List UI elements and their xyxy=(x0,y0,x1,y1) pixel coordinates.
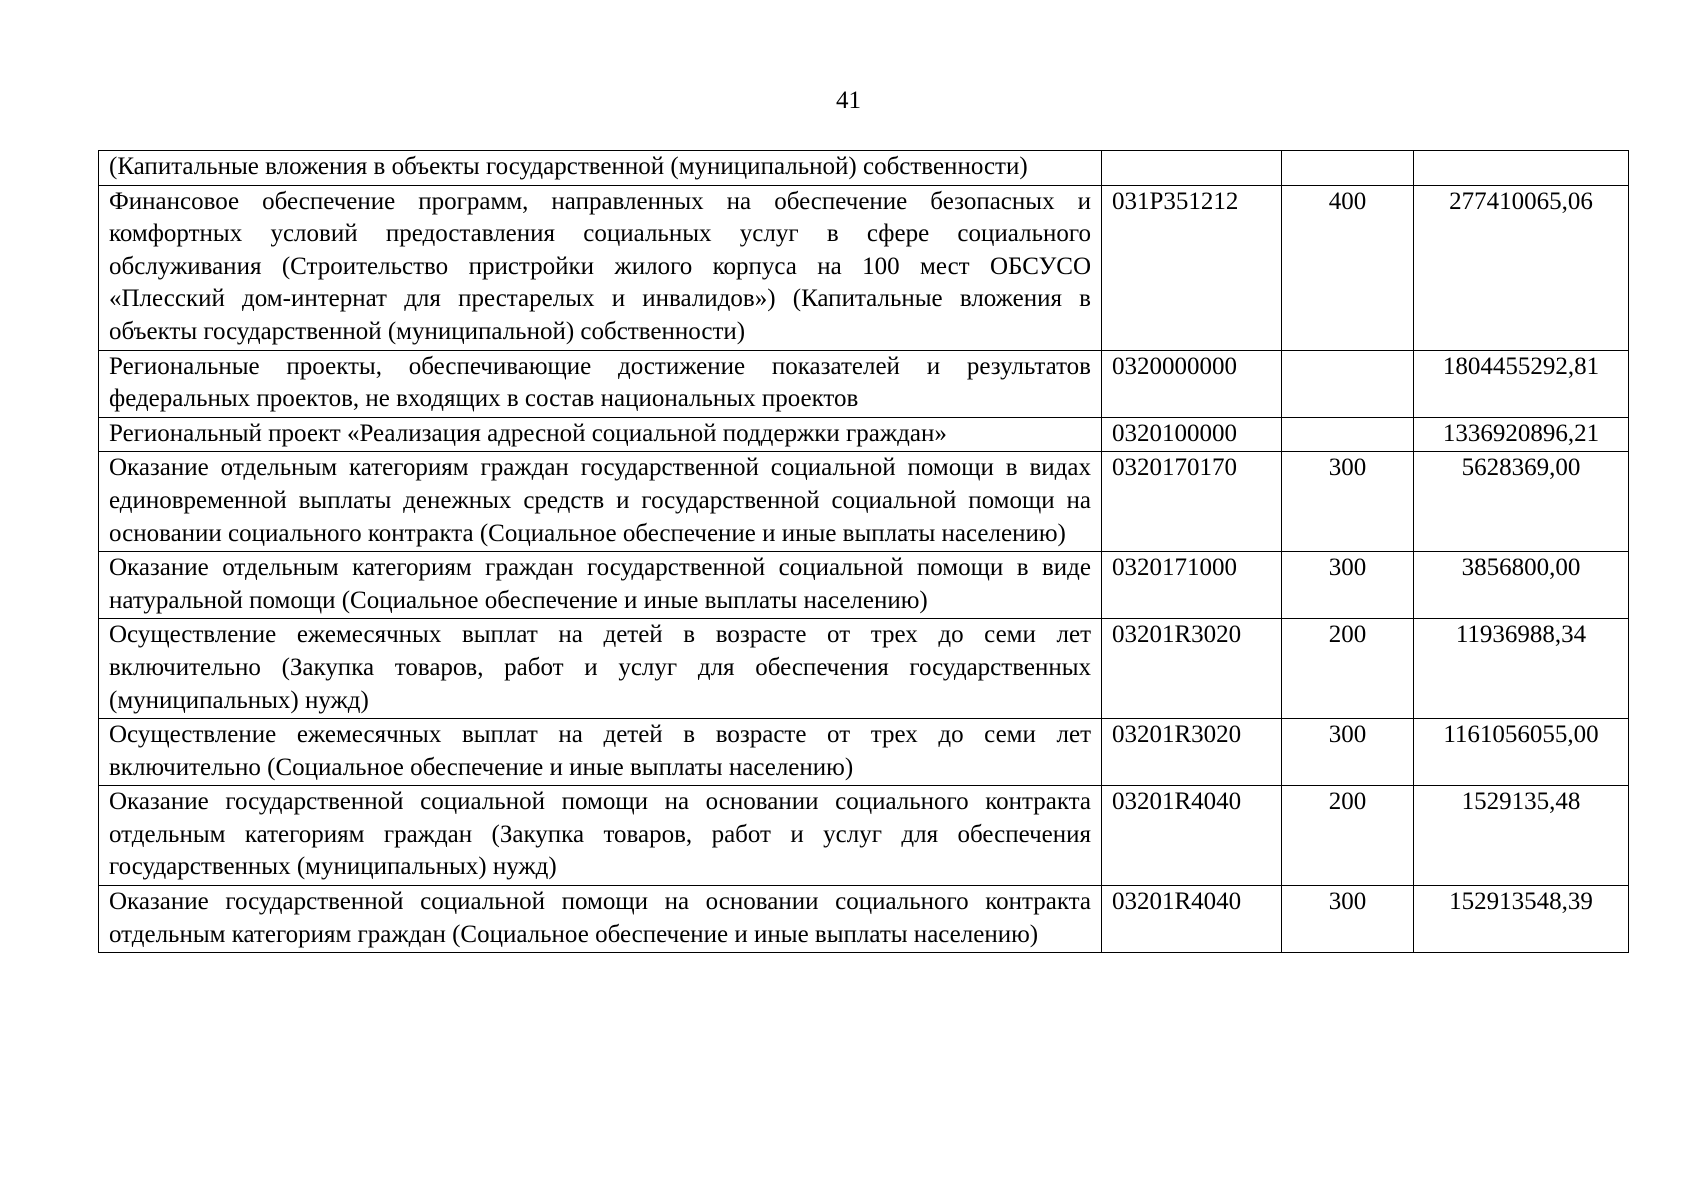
row-type-cell xyxy=(1282,151,1414,186)
table-row xyxy=(99,786,1629,886)
row-type-cell xyxy=(1282,417,1414,452)
row-type-cell: 200 xyxy=(1282,786,1414,886)
row-amount-cell: 1804455292,81 xyxy=(1414,350,1629,417)
row-code-cell: 03201R3020 xyxy=(1102,619,1282,719)
row-code-cell: 0320100000 xyxy=(1102,417,1282,452)
row-amount-cell: 3856800,00 xyxy=(1414,552,1629,619)
table-row xyxy=(99,350,1629,417)
table-row xyxy=(99,552,1629,619)
row-amount-cell: 152913548,39 xyxy=(1414,886,1629,953)
table-row xyxy=(99,151,1629,186)
row-name-cell: Оказание государственной социальной помощи на основании социального контракта отдельным категориям граждан (Закупка товаров, работ и услуг для обеспечения государственных (муниципальных) нужд) xyxy=(99,786,1102,886)
table-row xyxy=(99,719,1629,786)
table-row xyxy=(99,452,1629,552)
row-type-cell: 300 xyxy=(1282,719,1414,786)
row-name-cell: Финансовое обеспечение программ, направленных на обеспечение безопасных и комфортных условий предоставления социальных услуг в сфере социального обслуживания (Строительство пристройки жилого корпуса на 100 мест ОБСУСО «Плесский дом-интернат для престарелых и инвалидов») (Капитальные вложения в объекты государственной (муниципальной) собственности) xyxy=(99,185,1102,350)
row-code-cell xyxy=(1102,151,1282,186)
row-amount-cell: 1529135,48 xyxy=(1414,786,1629,886)
row-amount-cell: 277410065,06 xyxy=(1414,185,1629,350)
row-amount-cell: 11936988,34 xyxy=(1414,619,1629,719)
budget-table xyxy=(98,150,1629,953)
table-row xyxy=(99,619,1629,719)
row-code-cell: 0320171000 xyxy=(1102,552,1282,619)
row-name-cell: Осуществление ежемесячных выплат на детей в возрасте от трех до семи лет включительно (Закупка товаров, работ и услуг для обеспечения государственных (муниципальных) нужд) xyxy=(99,619,1102,719)
page-number: 41 xyxy=(836,87,861,114)
row-name-cell: Оказание отдельным категориям граждан государственной социальной помощи в виде натуральной помощи (Социальное обеспечение и иные выплаты населению) xyxy=(99,552,1102,619)
table-row xyxy=(99,185,1629,350)
row-code-cell: 03201R4040 xyxy=(1102,786,1282,886)
table-row xyxy=(99,417,1629,452)
row-code-cell: 031P351212 xyxy=(1102,185,1282,350)
row-name-cell: (Капитальные вложения в объекты государственной (муниципальной) собственности) xyxy=(99,151,1102,186)
row-amount-cell: 1336920896,21 xyxy=(1414,417,1629,452)
row-name-cell: Региональный проект «Реализация адресной социальной поддержки граждан» xyxy=(99,417,1102,452)
row-type-cell: 300 xyxy=(1282,886,1414,953)
row-name-cell: Оказание отдельным категориям граждан государственной социальной помощи в видах единовременной выплаты денежных средств и государственной социальной помощи на основании социального контракта (Социальное обеспечение и иные выплаты населению) xyxy=(99,452,1102,552)
row-name-cell: Региональные проекты, обеспечивающие достижение показателей и результатов федеральных проектов, не входящих в состав национальных проектов xyxy=(99,350,1102,417)
row-amount-cell: 5628369,00 xyxy=(1414,452,1629,552)
row-code-cell: 0320000000 xyxy=(1102,350,1282,417)
row-code-cell: 03201R3020 xyxy=(1102,719,1282,786)
row-type-cell: 200 xyxy=(1282,619,1414,719)
row-type-cell xyxy=(1282,350,1414,417)
row-type-cell: 400 xyxy=(1282,185,1414,350)
row-name-cell: Оказание государственной социальной помощи на основании социального контракта отдельным категориям граждан (Социальное обеспечение и иные выплаты населению) xyxy=(99,886,1102,953)
row-code-cell: 03201R4040 xyxy=(1102,886,1282,953)
row-type-cell: 300 xyxy=(1282,452,1414,552)
row-name-cell: Осуществление ежемесячных выплат на детей в возрасте от трех до семи лет включительно (Социальное обеспечение и иные выплаты населению) xyxy=(99,719,1102,786)
table-row xyxy=(99,886,1629,953)
row-type-cell: 300 xyxy=(1282,552,1414,619)
row-code-cell: 0320170170 xyxy=(1102,452,1282,552)
row-amount-cell: 1161056055,00 xyxy=(1414,719,1629,786)
row-amount-cell xyxy=(1414,151,1629,186)
